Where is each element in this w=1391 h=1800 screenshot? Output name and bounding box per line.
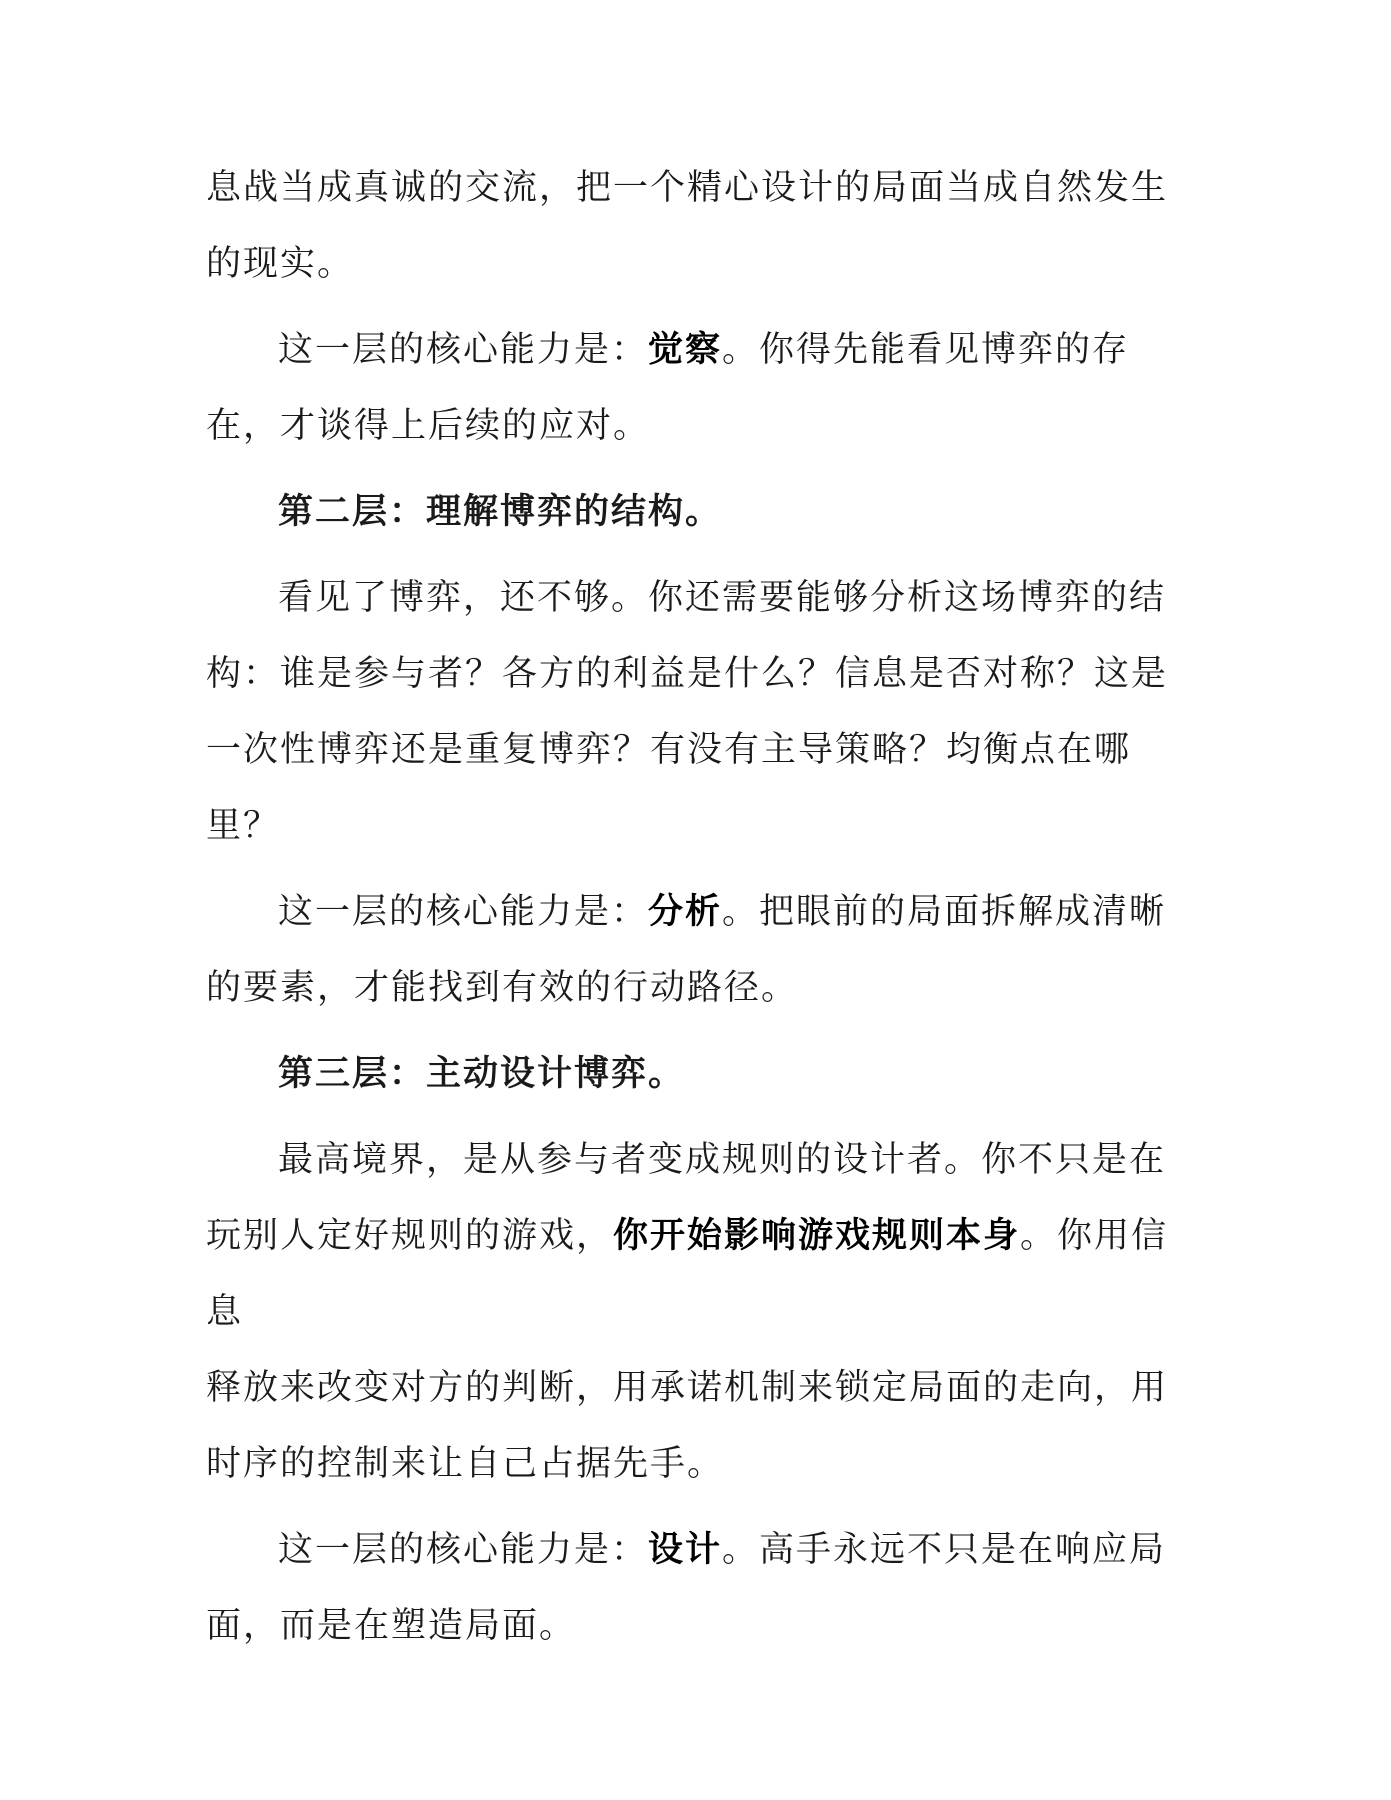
layer3-heading: 第三层：主动设计博弈。: [278, 1053, 686, 1094]
layer3-body-bold: 你开始影响游戏规则本身: [613, 1215, 1021, 1256]
layer1-keyword: 觉察: [648, 329, 723, 370]
layer2-body-text: 看见了博弈，还不够。你还需要能够分析这场博弈的结构：谁是参与者？各方的利益是什么？信息是否对称？这是一次性博弈还是重复博弈？有没有主导策略？均衡点在哪里？: [206, 578, 1169, 846]
layer3-summary-suffix-line1: 。高手永远不只是在响应局: [722, 1530, 1167, 1570]
layer3-summary-paragraph: [206, 1512, 1196, 1664]
intro-paragraph: [206, 150, 1196, 302]
document-body: [206, 150, 1196, 1674]
layer3-body-paragraph: [206, 1122, 1196, 1502]
layer3-body-part2-line2: 释放来改变对方的判断，用承诺机制来锁定局面的走向，用时序的控制来让自己占据先手。: [206, 1368, 1169, 1484]
layer2-heading: 第二层：理解博弈的结构。: [278, 491, 723, 532]
layer2-summary-suffix-line2: 的要素，才能找到有效的行动路径。: [206, 968, 799, 1008]
layer3-summary-prefix: 这一层的核心能力是：: [278, 1530, 649, 1570]
layer1-summary-prefix: 这一层的核心能力是：: [278, 330, 649, 370]
layer2-summary-prefix: 这一层的核心能力是：: [278, 892, 649, 932]
layer1-summary-paragraph: [206, 312, 1196, 464]
layer2-summary-suffix-line1: 。把眼前的局面拆解成清晰: [722, 892, 1167, 932]
layer3-summary-suffix-line2: 面，而是在塑造局面。: [206, 1606, 577, 1646]
layer3-body-part2-line1: 。你用信息: [206, 1216, 1169, 1332]
layer2-summary-paragraph: [206, 874, 1196, 1026]
layer2-keyword: 分析: [648, 891, 723, 932]
layer2-body-paragraph: [206, 560, 1196, 864]
layer3-keyword: 设计: [648, 1529, 723, 1570]
layer1-summary-suffix: 。你得先能看见博弈的存在，才谈得上后续的应对。: [206, 330, 1130, 446]
intro-text: 息战当成真诚的交流，把一个精心设计的局面当成自然发生的现实。: [206, 168, 1169, 284]
layer3-body-part1: 最高境界，是从参与者变成规则的设计者。你不只是在玩别人定好规则的游戏，: [206, 1140, 1167, 1256]
